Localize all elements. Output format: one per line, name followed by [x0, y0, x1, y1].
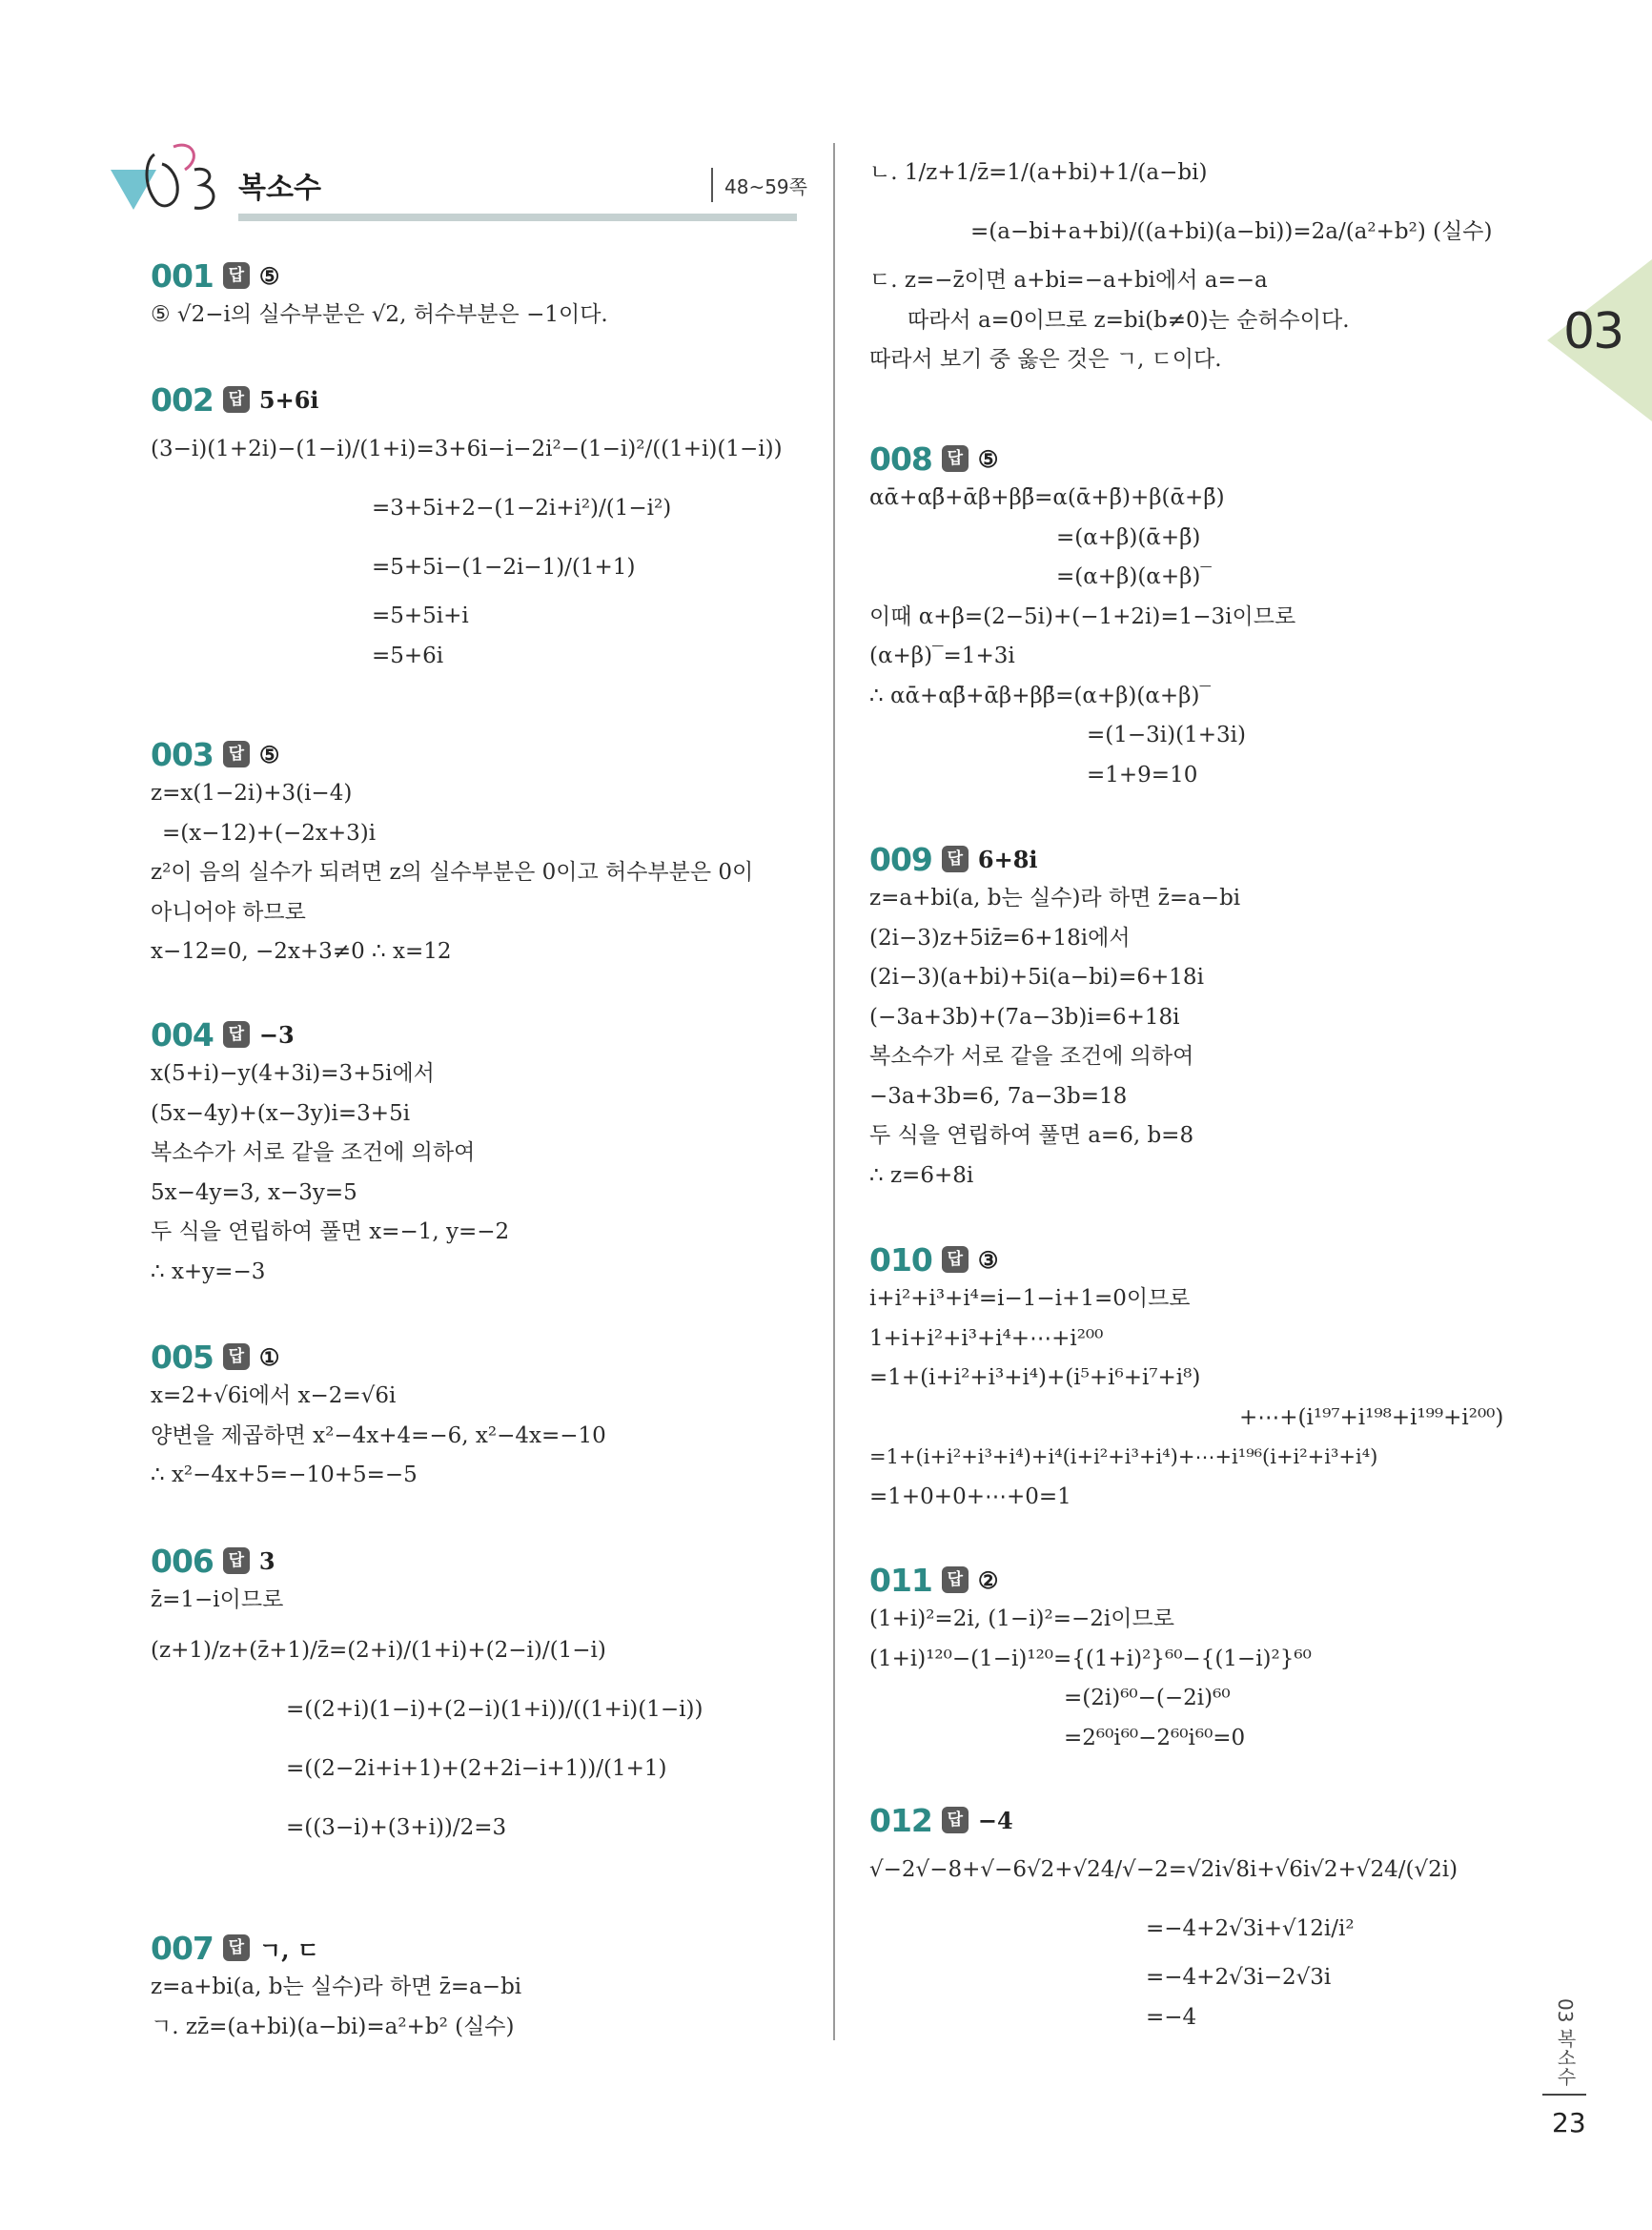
solution-line: 양변을 제곱하면 x²−4x+4=−6, x²−4x=−10 — [151, 1422, 606, 1448]
answer: 6+8i — [977, 845, 1038, 873]
problem-004 — [151, 1014, 799, 1292]
solution-line: =((2−2i+i+1)+(2+2i−i+1))/(1+1) — [286, 1755, 667, 1781]
solution-line: √−2√−8+√−6√2+√24/√−2=√2i√8i+√6i√2+√24/(√2i) — [869, 1857, 1458, 1882]
solution-line: =1+0+0+⋯+0=1 — [869, 1483, 1071, 1509]
answer: −3 — [258, 1020, 295, 1049]
answer-badge: 답 — [942, 1566, 969, 1593]
solution-line: z=a+bi(a, b는 실수)라 하면 z̄=a−bi — [151, 1974, 522, 1999]
answer-badge: 답 — [942, 445, 969, 472]
footer-rule — [1542, 2094, 1586, 2096]
solution-line: =3+5i+2−(1−2i+i²)/(1−i²) — [372, 496, 672, 521]
answer: ② — [977, 1565, 999, 1594]
problem-003 — [151, 734, 799, 972]
problem-number: 001 — [151, 256, 214, 295]
solution-line: 두 식을 연립하여 풀면 a=6, b=8 — [869, 1123, 1194, 1148]
problem-number: 008 — [869, 440, 932, 478]
answer-badge: 답 — [223, 386, 250, 413]
solution-line: (1+i)²=2i, (1−i)²=−2i이므로 — [869, 1606, 1174, 1631]
answer-badge: 답 — [223, 1343, 250, 1370]
solution-line: (3−i)(1+2i)−(1−i)/(1+i)=3+6i−i−2i²−(1−i)²/((1+i)(1−i)) — [151, 437, 783, 461]
solution-line: =(a−bi+a+bi)/((a+bi)(a−bi))=2a/(a²+b²) (실수) — [970, 219, 1493, 244]
problem-number: 004 — [151, 1015, 214, 1054]
solution-line: 아니어야 하므로 — [151, 899, 306, 925]
solution-line: (5x−4y)+(x−3y)i=3+5i — [151, 1100, 411, 1126]
solution-line: ⑤ √2−i의 실수부분은 √2, 허수부분은 −1이다. — [151, 302, 608, 327]
solution-line: =(α+β)(ᾱ+β̄) — [1056, 524, 1201, 550]
solution-line: (2i−3)(a+bi)+5i(a−bi)=6+18i — [869, 965, 1204, 990]
solution-line: +⋯+(i¹⁹⁷+i¹⁹⁸+i¹⁹⁹+i²⁰⁰) — [1239, 1404, 1504, 1430]
page-number: 23 — [1552, 2107, 1586, 2138]
page-range: 48~59쪽 — [724, 175, 807, 198]
solution-line: =(x−12)+(−2x+3)i — [162, 820, 377, 846]
answer: ㄱ, ㄷ — [258, 1935, 319, 1964]
solution-line: =−4+2√3i+√12i/i² — [1146, 1916, 1355, 1941]
solution-line: ㄱ. zz̄=(a+bi)(a−bi)=a²+b² (실수) — [151, 2014, 515, 2039]
problem-012 — [869, 1800, 1537, 2037]
header-separator — [711, 168, 713, 202]
problem-001 — [151, 256, 799, 336]
chapter-title: 복소수 — [238, 172, 321, 205]
solution-line: ∴ x²−4x+5=−10+5=−5 — [151, 1463, 418, 1487]
solution-line: ∴ x+y=−3 — [151, 1258, 266, 1284]
solution-line: x=2+√6i에서 x−2=√6i — [151, 1383, 397, 1408]
solution-line: ∴ αᾱ+αβ̄+ᾱβ+ββ̄=(α+β)(α+β)‾ — [869, 683, 1211, 708]
solution-line: =5+6i — [372, 643, 444, 668]
solution-line: x−12=0, −2x+3≠0 ∴ x=12 — [151, 939, 452, 964]
problem-002 — [151, 379, 799, 676]
problem-009 — [869, 839, 1537, 1196]
solution-line: (α+β)‾=1+3i — [869, 644, 1015, 668]
solution-line: =1+(i+i²+i³+i⁴)+i⁴(i+i²+i³+i⁴)+⋯+i¹⁹⁶(i+i²+i³+i⁴) — [869, 1445, 1378, 1468]
solution-line: 복소수가 서로 같을 조건에 의하여 — [151, 1140, 476, 1165]
chapter-logo — [107, 133, 231, 229]
problem-number: 002 — [151, 380, 214, 419]
solution-line: z=x(1−2i)+3(i−4) — [151, 781, 353, 806]
answer-badge: 답 — [223, 1547, 250, 1574]
solution-line: =(1−3i)(1+3i) — [1087, 723, 1246, 747]
solution-line: 두 식을 연립하여 풀면 x=−1, y=−2 — [151, 1219, 510, 1244]
problem-005 — [151, 1337, 799, 1496]
solution-line: =−4+2√3i−2√3i — [1146, 1965, 1332, 1990]
answer: ⑤ — [258, 740, 280, 768]
answer-badge: 답 — [223, 1021, 250, 1048]
solution-line: =1+(i+i²+i³+i⁴)+(i⁵+i⁶+i⁷+i⁸) — [869, 1365, 1201, 1390]
solution-line: =−4 — [1146, 2004, 1197, 2030]
problem-number: 010 — [869, 1240, 932, 1279]
solution-line: ㄴ. 1/z+1/z̄=1/(a+bi)+1/(a−bi) — [869, 160, 1208, 185]
problem-number: 006 — [151, 1542, 214, 1580]
column-divider — [833, 143, 835, 2040]
answer-badge: 답 — [942, 1807, 969, 1833]
solution-line: αᾱ+αβ̄+ᾱβ+ββ̄=α(ᾱ+β̄)+β(ᾱ+β̄) — [869, 485, 1225, 510]
solution-line: =2⁶⁰i⁶⁰−2⁶⁰i⁶⁰=0 — [1064, 1725, 1246, 1750]
problem-number: 012 — [869, 1801, 932, 1839]
solution-line: ∴ z=6+8i — [869, 1162, 974, 1188]
answer-badge: 답 — [942, 846, 969, 872]
answer: ③ — [977, 1245, 999, 1274]
problem-number: 003 — [151, 735, 214, 773]
solution-line: 5x−4y=3, x−3y=5 — [151, 1179, 357, 1205]
solution-line: 복소수가 서로 같을 조건에 의하여 — [869, 1044, 1194, 1069]
solution-line: =(α+β)(α+β)‾ — [1056, 564, 1212, 589]
solution-line: =5+5i+i — [372, 604, 469, 628]
answer: ① — [258, 1342, 280, 1371]
problem-010 — [869, 1239, 1537, 1517]
answer: ⑤ — [258, 261, 280, 290]
problem-007-continued — [869, 143, 1537, 380]
header-rule — [238, 214, 797, 221]
solution-line: −3a+3b=6, 7a−3b=18 — [869, 1083, 1128, 1109]
problem-006 — [151, 1541, 799, 1857]
solution-line: 이때 α+β=(2−5i)+(−1+2i)=1−3i이므로 — [869, 604, 1296, 629]
answer: ⑤ — [977, 444, 999, 473]
solution-line: =((2+i)(1−i)+(2−i)(1+i))/((1+i)(1−i)) — [286, 1696, 704, 1722]
answer: 5+6i — [258, 385, 319, 414]
solution-line: i+i²+i³+i⁴=i−1−i+1=0이므로 — [869, 1286, 1191, 1311]
problem-008 — [869, 439, 1537, 795]
solution-line: =(2i)⁶⁰−(−2i)⁶⁰ — [1064, 1686, 1231, 1710]
problem-011 — [869, 1560, 1537, 1758]
problem-number: 005 — [151, 1338, 214, 1376]
solution-line: z=a+bi(a, b는 실수)라 하면 z̄=a−bi — [869, 886, 1241, 910]
problem-number: 007 — [151, 1929, 214, 1967]
answer-badge: 답 — [942, 1246, 969, 1273]
solution-line: z²이 음의 실수가 되려면 z의 실수부분은 0이고 허수부분은 0이 — [151, 860, 754, 885]
solution-line: =((3−i)+(3+i))/2=3 — [286, 1814, 507, 1840]
solution-line: z̄=1−i이므로 — [151, 1587, 284, 1612]
answer-badge: 답 — [223, 262, 250, 289]
solution-line: x(5+i)−y(4+3i)=3+5i에서 — [151, 1061, 435, 1086]
solution-line: ㄷ. z=−z̄이면 a+bi=−a+bi에서 a=−a — [869, 268, 1268, 293]
problem-007 — [151, 1928, 799, 2047]
solution-line: 1+i+i²+i³+i⁴+⋯+i²⁰⁰ — [869, 1325, 1104, 1351]
answer: −4 — [977, 1806, 1013, 1834]
solution-line: (2i−3)z+5iz̄=6+18i에서 — [869, 925, 1131, 951]
answer-badge: 답 — [223, 741, 250, 767]
section-label: 03 복소수 — [1554, 1998, 1577, 2086]
solution-line: =5+5i−(1−2i−1)/(1+1) — [372, 555, 636, 580]
side-tab-number: 03 — [1563, 303, 1623, 360]
answer: 3 — [258, 1546, 275, 1575]
problem-number: 011 — [869, 1561, 932, 1599]
problem-number: 009 — [869, 840, 932, 878]
solution-line: 따라서 a=0이므로 z=bi(b≠0)는 순허수이다. — [908, 307, 1350, 333]
solution-line: (z+1)/z+(z̄+1)/z̄=(2+i)/(1+i)+(2−i)/(1−i) — [151, 1637, 606, 1663]
solution-line: (1+i)¹²⁰−(1−i)¹²⁰={(1+i)²}⁶⁰−{(1−i)²}⁶⁰ — [869, 1646, 1312, 1671]
solution-line: (−3a+3b)+(7a−3b)i=6+18i — [869, 1004, 1180, 1030]
solution-line: 따라서 보기 중 옳은 것은 ㄱ, ㄷ이다. — [869, 347, 1222, 372]
solution-line: =1+9=10 — [1087, 762, 1198, 788]
answer-badge: 답 — [223, 1934, 250, 1961]
